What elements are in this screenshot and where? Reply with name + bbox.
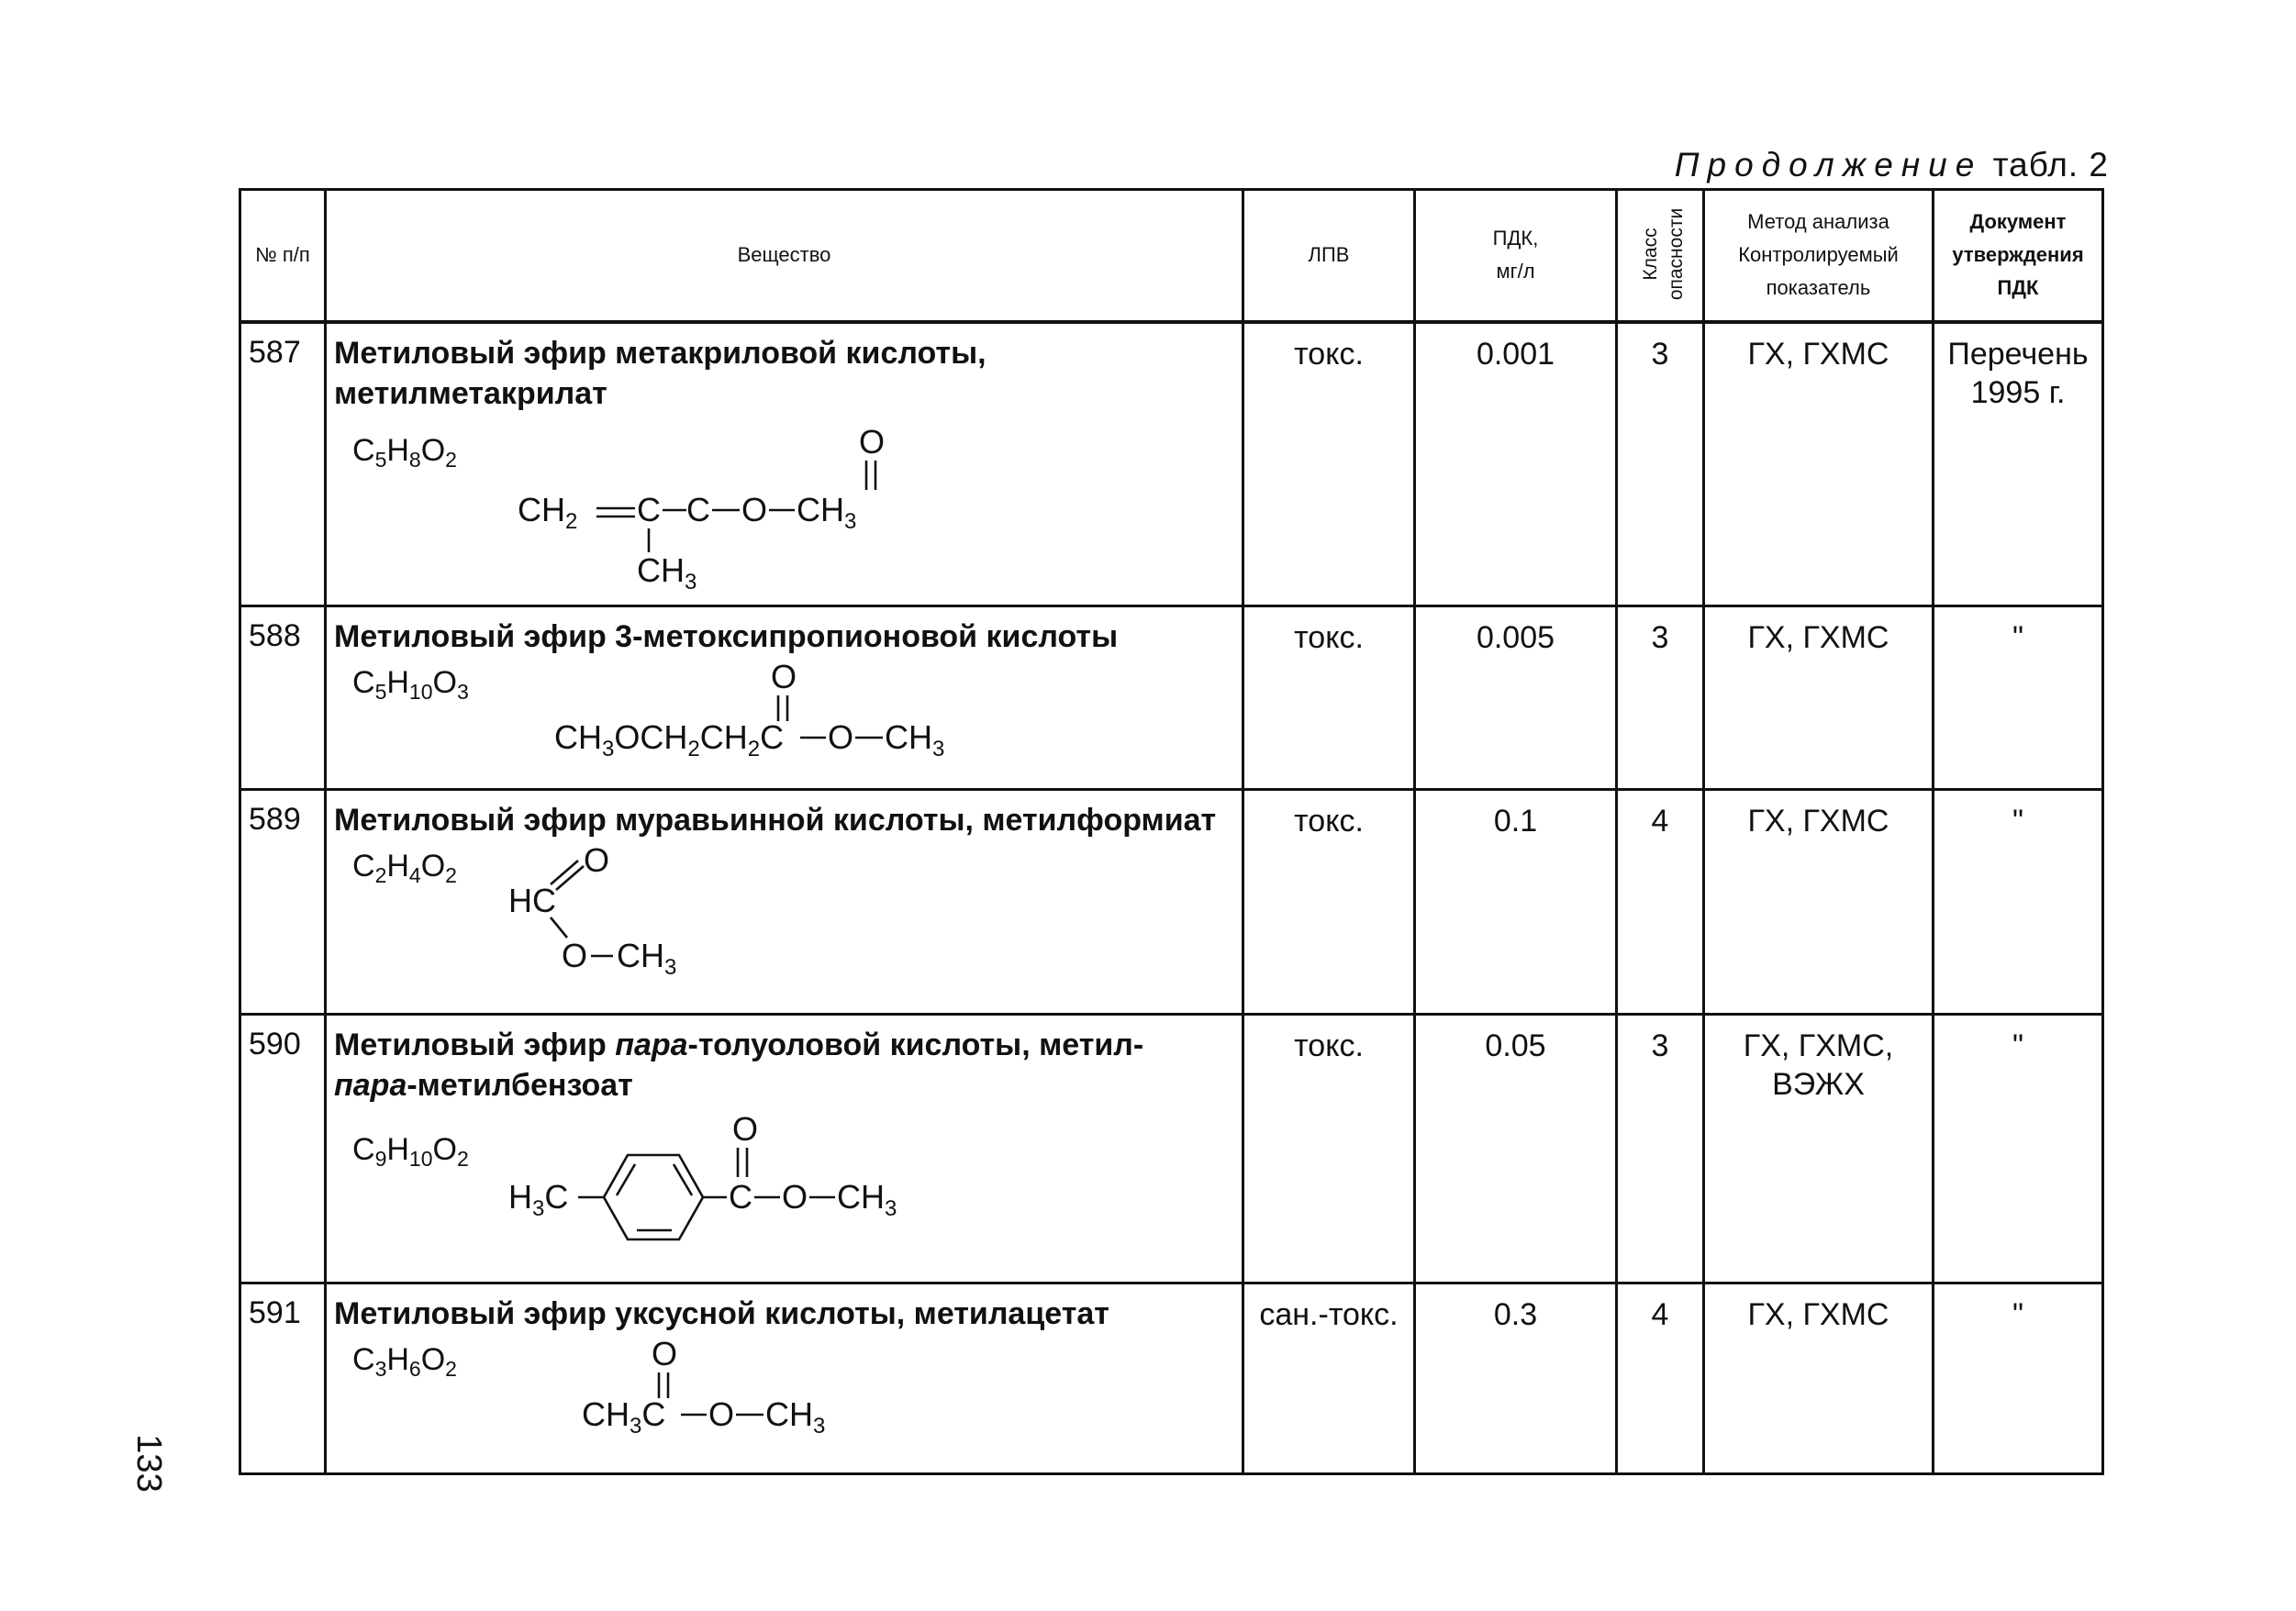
lpv-cell: сан.-токс. [1243,1283,1415,1474]
page-number: 133 [129,1434,169,1493]
formula-c-count: 5 [374,447,387,472]
struct-atom: C [686,490,710,528]
table-row [240,790,2103,1015]
lpv-cell: токс. [1243,322,1415,606]
struct-atom: O [741,490,768,528]
continuation-word: Продолжение [1674,146,1983,183]
struct-atom: C [637,490,661,528]
document-cell [1934,606,2103,790]
document-line2: 1995 г. [1970,374,2066,410]
benzene-ring [604,1155,703,1239]
struct-atom: O [782,1178,808,1216]
document-line1: " [2012,804,2024,839]
struct-chain: $CH_3OCH_2CH_2C$ [554,718,785,761]
header-document-line1: Документ [1969,210,2067,234]
substance-name-line1: Метиловый эфир муравьинной кислоты, метилформиат [334,803,1217,838]
substance-name [334,617,1242,657]
struct-atom: C [729,1178,752,1216]
header-pdk-label: ПДК, [1492,227,1539,250]
molecular-formula: $C_5H_8O_2$ [352,432,457,472]
header-method [1704,190,1934,322]
struct-atom: O [652,1335,678,1372]
formula-o-count: 2 [445,1357,457,1381]
row-number: 590 [240,1015,326,1283]
header-hazard-class [1617,190,1704,322]
document-cell [1934,1283,2103,1474]
substance-name-line1-post: -толуоловой кислоты, метил- [687,1028,1144,1062]
hazard-class-cell: 3 [1617,1015,1704,1283]
method-line2: ВЭЖХ [1772,1067,1865,1102]
document-cell [1934,790,2103,1015]
row-number: 589 [240,790,326,1015]
pdk-cell: 0.1 [1415,790,1617,1015]
header-method-line3: показатель [1766,276,1871,300]
document-line1: Перечень [1947,336,2089,372]
substance-cell [326,1015,1243,1283]
struct-atom: O [708,1395,735,1433]
struct-group: $CH_2$ [518,490,578,534]
row-number: 588 [240,606,326,790]
method-line1: ГХ, ГХМС, [1743,1028,1894,1063]
header-document-line2: утверждения [1952,243,2084,267]
pdk-cell: 0.3 [1415,1283,1617,1474]
lpv-cell: токс. [1243,1015,1415,1283]
formula-h-count: 10 [408,1147,433,1171]
formula-c-count: 2 [374,863,387,887]
pdk-cell: 0.001 [1415,322,1617,606]
formula-c-count: 9 [374,1147,387,1171]
struct-group: $H_3C$ [508,1178,569,1221]
substance-name-line2-italic: пара [334,1068,407,1103]
method-cell [1704,790,1934,1015]
method-line1: ГХ, ГХМС [1747,336,1889,372]
substance-cell [326,790,1243,1015]
substance-name-line1-italic: пара [615,1028,688,1062]
substance-cell [326,606,1243,790]
hazard-class-cell: 3 [1617,322,1704,606]
struct-group: $CH_3$ [637,550,697,594]
header-hazard-class-line1: Класс [1640,228,1662,281]
header-pdk-unit: мг/л [1496,260,1535,283]
method-cell [1704,322,1934,606]
hazard-class-cell: 4 [1617,790,1704,1015]
table-row [240,322,2103,606]
formula-o-count: 2 [456,1147,469,1171]
formula-h-count: 10 [408,680,433,704]
struct-group: HC [508,882,556,919]
document-line1: " [2012,1297,2024,1332]
method-line1: ГХ, ГХМС [1747,804,1889,839]
document-line1: " [2012,1028,2024,1063]
structural-formula [518,418,903,594]
struct-group: $CH_3$ [765,1395,826,1439]
table-header-row [240,190,2103,322]
substance-name [334,1025,1242,1105]
pdk-table [239,188,2104,1475]
method-cell [1704,606,1934,790]
document-line1: " [2012,620,2024,655]
substance-name-line2-post: -метилбензоат [407,1068,633,1103]
structural-formula [508,1105,967,1261]
struct-group: $CH_3C$ [582,1395,666,1439]
struct-group: $CH_3$ [837,1178,897,1221]
table-row [240,1015,2103,1283]
header-lpv: ЛПВ [1243,190,1415,322]
document-cell [1934,322,2103,606]
header-num: № п/п [240,190,326,322]
row-number: 587 [240,322,326,606]
molecular-formula: $C_2H_4O_2$ [352,849,457,887]
table-continuation-label [1376,145,2109,185]
structural-formula [582,1334,949,1439]
substance-cell [326,322,1243,606]
formula-h-count: 4 [408,863,421,887]
table-row [240,1283,2103,1474]
header-pdk [1415,190,1617,322]
struct-group: $CH_3$ [797,490,857,534]
formula-h-count: 6 [408,1357,421,1381]
struct-atom: O [859,422,886,461]
substance-name [334,1294,1242,1334]
row-number: 591 [240,1283,326,1474]
header-hazard-class-line2: опасности [1666,207,1688,300]
substance-name-line2: метилметакрилат [334,375,607,411]
substance-name-line1: Метиловый эфир уксусной кислоты, метилацетат [334,1296,1109,1331]
substance-name-line1: Метиловый эфир метакриловой кислоты, [334,335,986,371]
formula-c-count: 5 [374,680,387,704]
method-line1: ГХ, ГХМС [1747,620,1889,655]
molecular-formula: $C_5H_{10}O_3$ [352,665,469,704]
method-cell [1704,1283,1934,1474]
formula-o-count: 2 [445,447,457,472]
header-method-line1: Метод анализа [1747,210,1889,234]
continuation-table-ref: табл. 2 [1992,146,2109,183]
hazard-class-cell: 4 [1617,1283,1704,1474]
molecular-formula: $C_9H_{10}O_2$ [352,1132,469,1171]
molecular-formula: $C_3H_6O_2$ [352,1342,457,1381]
header-substance: Вещество [326,190,1243,322]
method-line1: ГХ, ГХМС [1747,1297,1889,1332]
struct-atom: O [584,841,610,879]
structural-formula [554,657,995,761]
method-cell [1704,1015,1934,1283]
struct-atom: O [771,658,797,695]
formula-h-count: 8 [408,447,421,472]
substance-name [334,800,1242,840]
header-method-line2: Контролируемый [1738,243,1899,267]
formula-c-count: 3 [374,1357,387,1381]
lpv-cell: токс. [1243,606,1415,790]
structural-formula [508,840,747,978]
table-row [240,606,2103,790]
lpv-cell: токс. [1243,790,1415,1015]
pdk-cell: 0.05 [1415,1015,1617,1283]
substance-name-line1-pre: Метиловый эфир [334,1028,616,1062]
formula-o-count: 3 [456,680,469,704]
struct-atom: O [562,937,588,974]
header-document-line3: ПДК [1997,276,2039,300]
substance-name-line1: Метиловый эфир 3-метоксипропионовой кислоты [334,619,1119,654]
substance-cell [326,1283,1243,1474]
struct-group: $CH_3$ [885,718,945,761]
struct-atom: O [732,1110,759,1148]
header-hazard-class-text [1638,208,1689,300]
pdk-cell: 0.005 [1415,606,1617,790]
substance-name [334,333,1242,414]
struct-group: $CH_3$ [617,937,677,980]
hazard-class-cell: 3 [1617,606,1704,790]
header-document [1934,190,2103,322]
document-cell [1934,1015,2103,1283]
formula-o-count: 2 [445,863,457,887]
struct-atom: O [828,718,854,756]
